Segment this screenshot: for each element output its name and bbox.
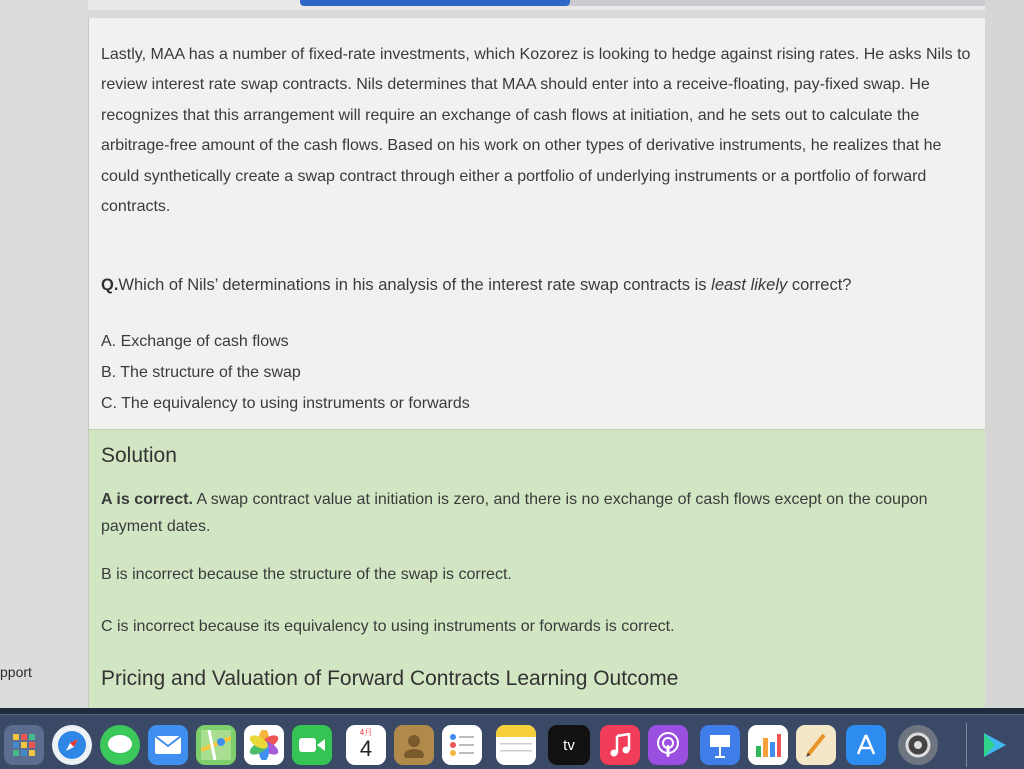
option-b[interactable] (101, 357, 470, 388)
option-letter: C. (101, 395, 117, 412)
apple-tv-label: tv (563, 736, 575, 754)
maps-icon[interactable] (196, 725, 236, 765)
play-icon[interactable] (974, 725, 1014, 765)
solution-explanation-text: A swap contract value at initiation is zero, and there is no exchange of cash flows except on the coupon payment dates. (101, 491, 928, 535)
podcasts-icon[interactable] (648, 725, 688, 765)
learning-outcome-heading: Pricing and Valuation of Forward Contracts Learning Outcome (101, 667, 679, 690)
dock-separator (966, 723, 967, 767)
solution-title: Solution (101, 444, 177, 467)
support-link[interactable]: pport (0, 664, 32, 680)
reminders-icon[interactable] (442, 725, 482, 765)
option-text: The equivalency to using instruments or forwards (121, 395, 470, 412)
answer-options (101, 326, 470, 419)
pages-icon[interactable] (796, 725, 836, 765)
mail-icon[interactable] (148, 725, 188, 765)
option-text: The structure of the swap (120, 364, 301, 381)
calendar-day: 4 (359, 736, 373, 761)
option-text: Exchange of cash flows (120, 333, 289, 350)
question-card (88, 18, 986, 708)
system-preferences-icon[interactable] (898, 725, 938, 765)
launchpad-icon[interactable] (4, 725, 44, 765)
case-passage: Lastly, MAA has a number of fixed-rate investments, which Kozorez is looking to hedge against rising rates. He asks Nils to review interest rate swap contracts. Nils determines that MAA should enter into a receive-floating, pay-fixed swap. He recognizes that this arrangement will require an exchange of cash flows at initiation, and he sets out to calculate the arbitrage-free amount of the cash flows. Based on his work on other types of derivative instruments, he realizes that he could synthetically create a swap contract through either a portfolio of underlying instruments or a portfolio of forward contracts. (101, 46, 971, 216)
app-store-icon[interactable] (846, 725, 886, 765)
browser-top-strip (0, 0, 1024, 10)
messages-icon[interactable] (100, 725, 140, 765)
question-prefix: Q. (101, 276, 119, 294)
contacts-icon[interactable] (394, 725, 434, 765)
macos-dock (0, 714, 1024, 769)
left-sidebar (0, 0, 88, 708)
solution-panel (89, 429, 985, 709)
facetime-icon[interactable] (292, 725, 332, 765)
music-icon[interactable] (600, 725, 640, 765)
question-stem (101, 276, 971, 295)
apple-tv-icon[interactable] (548, 725, 590, 765)
numbers-icon[interactable] (748, 725, 788, 765)
keynote-icon[interactable] (700, 725, 740, 765)
photos-icon[interactable] (244, 725, 284, 765)
solution-correct-label: A is correct. (101, 491, 193, 508)
solution-explanation-c: C is incorrect because its equivalency to using instruments or forwards is correct. (101, 618, 675, 635)
calendar-icon[interactable] (346, 725, 386, 765)
calendar-month: 4月 (359, 728, 373, 737)
solution-explanation-b: B is incorrect because the structure of the swap is correct. (101, 566, 512, 583)
question-progress-fill (300, 0, 570, 6)
question-text-end: correct? (787, 276, 852, 294)
option-a[interactable] (101, 326, 470, 357)
option-c[interactable] (101, 388, 470, 419)
question-progress-bar (300, 0, 1010, 6)
notes-icon[interactable] (496, 725, 536, 765)
option-letter: A. (101, 333, 117, 350)
option-letter: B. (101, 364, 117, 381)
question-text: Which of Nils’ determinations in his analysis of the interest rate swap contracts is (118, 276, 712, 294)
question-emphasis: least likely (711, 276, 788, 294)
safari-icon[interactable] (52, 725, 92, 765)
right-margin (985, 0, 1024, 708)
solution-explanation-a (101, 486, 961, 540)
